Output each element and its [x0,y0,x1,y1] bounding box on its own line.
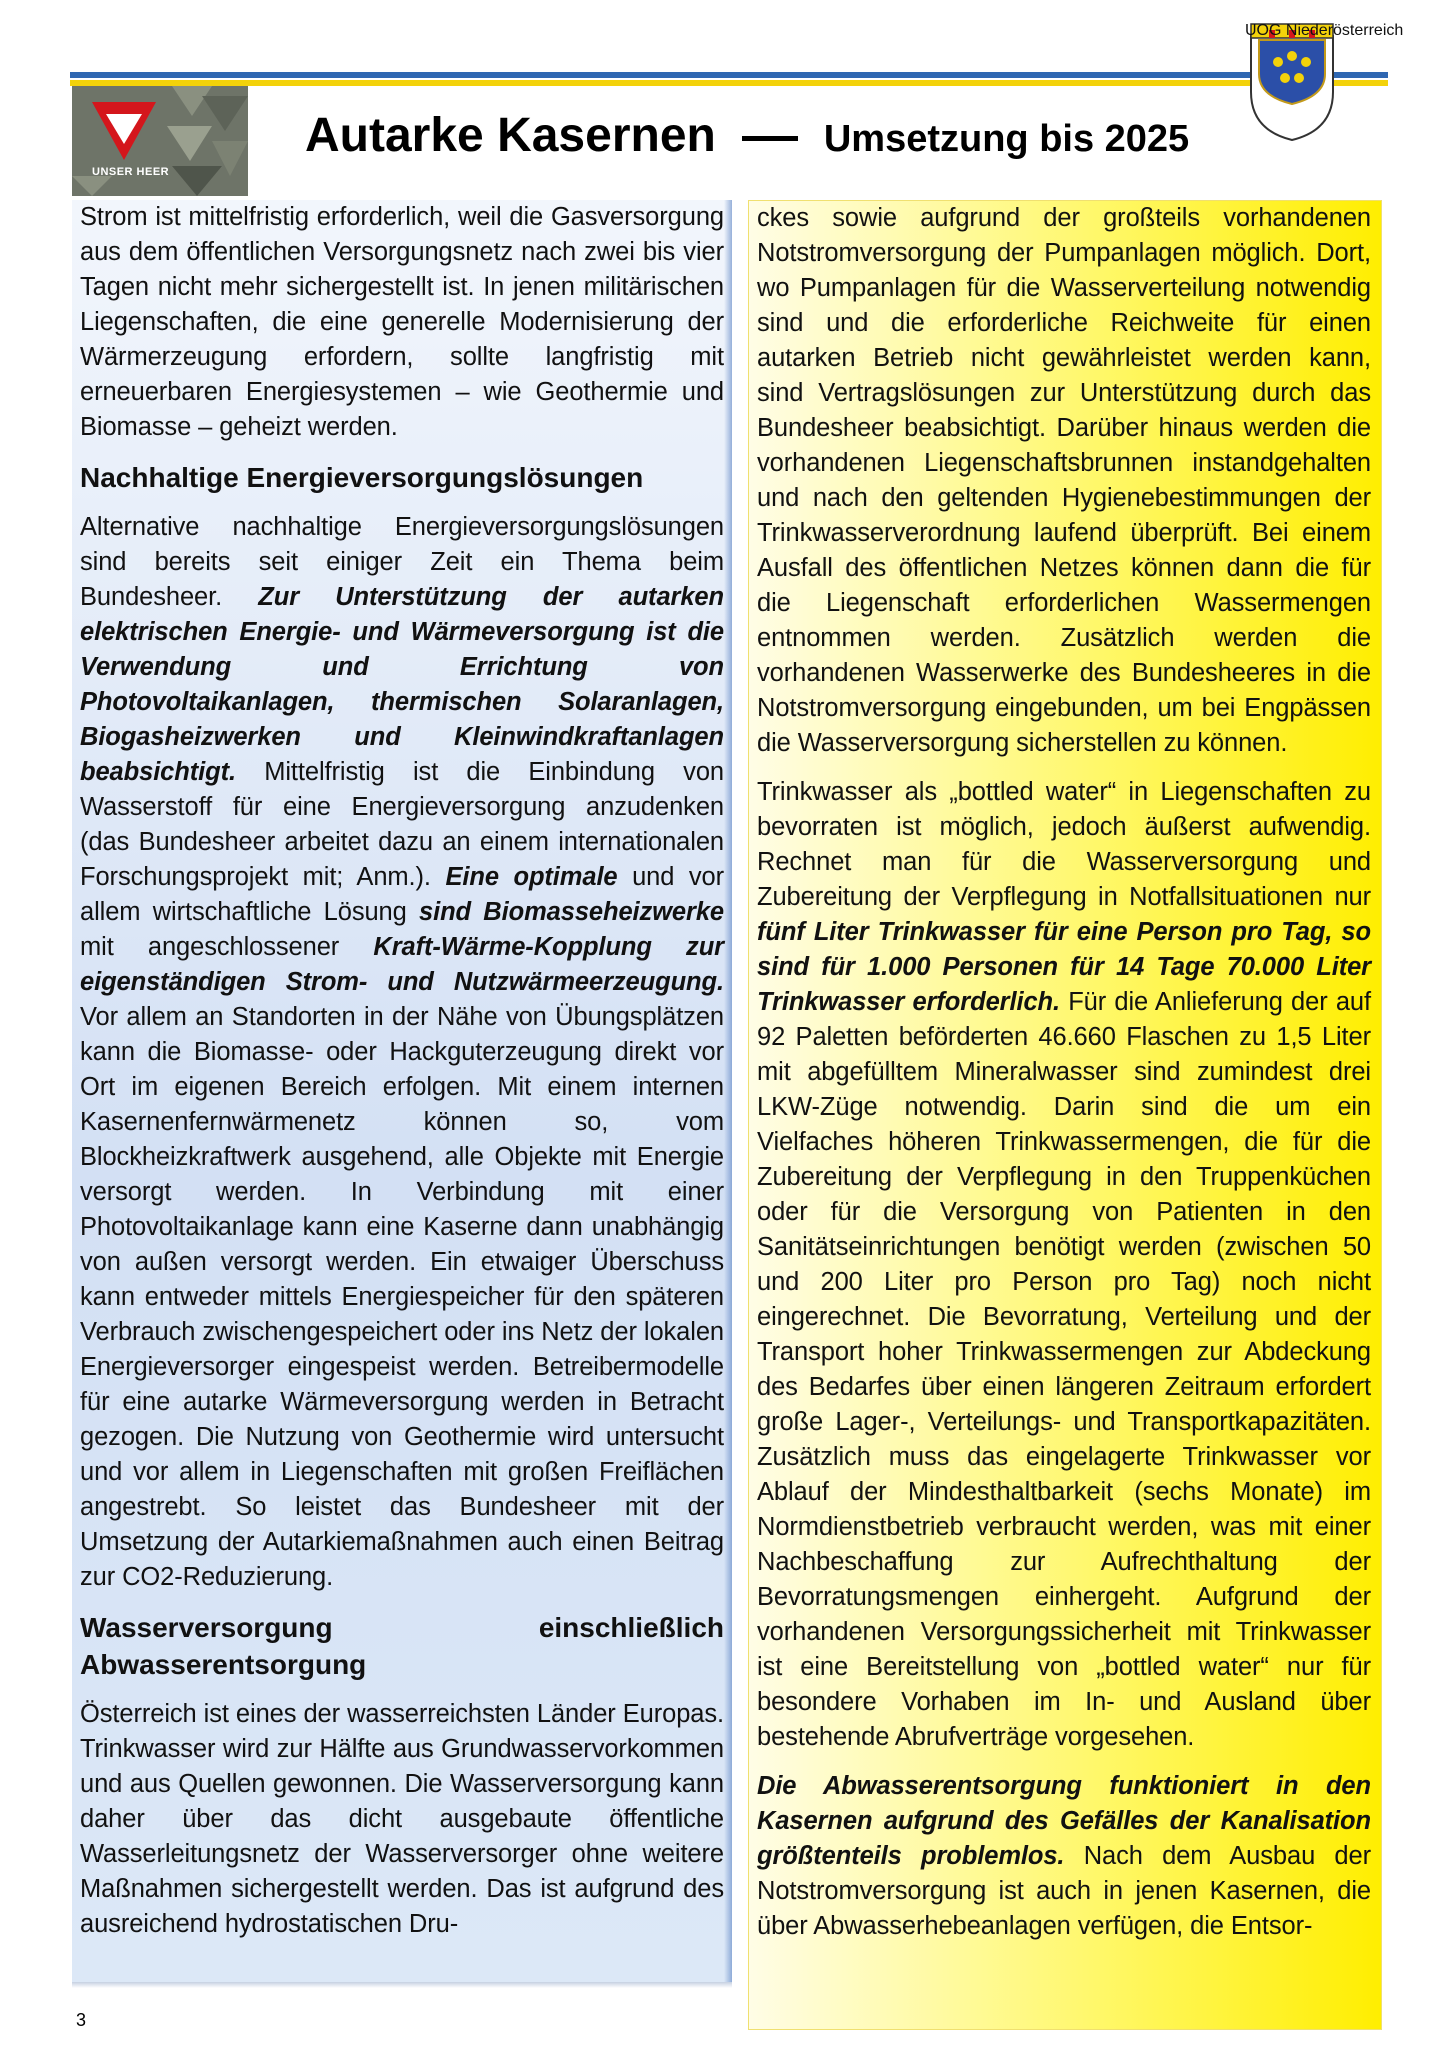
left-column [72,200,732,1982]
header-rule-yellow [70,80,1388,86]
page-title [305,108,1189,163]
page-number: 3 [76,2010,87,2030]
unser-heer-logo [72,86,248,196]
org-name: UOG Niederösterreich [1245,22,1404,39]
right-column [748,200,1382,2030]
title-dash [742,136,798,141]
left-paragraph-3: Österreich ist eines der wasserreichsten Länder Europas. Trinkwasser wird zur Hälfte aus Grundwasservorkommen und aus Quellen gewonnen. Die Wasserversorgung kann daher über das dicht ausgebaute öffentliche Wasserleitungsnetz der Wasserversorger ohne weitere Maßnahmen sichergestellt werden. Das ist aufgrund des ausreichend hydrostatischen Dru- [80,1700,724,1938]
left-paragraph-1: Strom ist mittelfristig erforderlich, weil die Gasversorgung aus dem öffentlichen Versorgungsnetz nach zwei bis vier Tagen nicht mehr sichergestellt ist. In jenen militärischen Liegenschaften, die eine generelle Modernisierung der Wärmerzeugung erfordern, sollte langfristig mit erneuerbaren Energiesystemen – wie Geothermie und Biomasse – geheizt werden. [80,203,724,441]
heading-water: Wasserversorgung einschließlich Abwasserentsorgung [80,1612,724,1680]
uog-coat-of-arms-icon [1245,22,1339,142]
left-paragraph-2: Alternative nachhaltige Energieversorgungslösungen sind bereits seit einiger Zeit ein Thema beim Bundesheer. Zur Unterstützung der autarken elektrischen Energie- und Wärmeversorgung ist die Verwendung und Errichtung von Photovoltaikanlagen, thermischen Solaranlagen, Biogasheizwerken und Kleinwindkraftanlagen beabsichtigt. Mittelfristig ist die Einbindung von Wasserstoff für eine Energieversorgung anzudenken (das Bundesheer arbeitet dazu an einem internationalen Forschungsprojekt mit; Anm.). Eine optimale und vor allem wirtschaftliche Lösung sind Biomasseheizwerke mit angeschlossener Kraft-Wärme-Kopplung zur eigenständigen Strom- und Nutzwärmeerzeugung. Vor allem an Standorten in der Nähe von Übungsplätzen kann die Biomasse- oder Hackguterzeugung direkt vor Ort im eigenen Bereich erfolgen. Mit einem internen Kasernenfernwärmenetz können so, vom Blockheizkraftwerk ausgehend, alle Objekte mit Energie versorgt werden. In Verbindung mit einer Photovoltaikanlage kann eine Kaserne dann unabhängig von außen versorgt werden. Ein etwaiger Überschuss kann entweder mittels Energiespeicher für den späteren Verbrauch zwischengespeichert oder ins Netz der lokalen Energieversorger eingespeist werden. Betreibermodelle für eine autarke Wärmeversorgung werden in Betracht gezogen. Die Nutzung von Geothermie wird untersucht und vor allem in Liegenschaften mit großen Freiflächen angestrebt. So leistet das Bundesheer mit der Umsetzung der Autarkiemaßnahmen auch einen Beitrag zur CO2-Reduzierung. [80,513,724,1591]
right-paragraph-3: Die Abwasserentsorgung funktioniert in den Kasernen aufgrund des Gefälles der Kanalisation größtenteils problemlos. Nach dem Ausbau der Notstromversorgung ist auch in jenen Kasernen, die über Abwasserhebeanlagen verfügen, die Entsor- [757,1772,1371,1940]
title-subtitle: Umsetzung bis 2025 [823,118,1190,160]
title-main: Autarke Kasernen [305,109,716,162]
heading-energy: Nachhaltige Energieversorgungslösungen [80,462,644,493]
logo-left-label: UNSER HEER [92,166,170,178]
right-paragraph-1: ckes sowie aufgrund der großteils vorhandenen Notstromversorgung der Pumpanlagen möglich. Dort, wo Pumpanlagen für die Wasserverteilung notwendig sind und die erforderliche Reichweite für einen autarken Betrieb nicht gewährleistet werden kann, sind Vertragslösungen zur Unterstützung durch das Bundesheer beabsichtigt. Darüber hinaus werden die vorhandenen Liegenschaftsbrunnen instandgehalten und nach den geltenden Hygienebestimmungen der Trinkwasserverordnung laufend überprüft. Bei einem Ausfall des öffentlichen Netzes können dann die für die Liegenschaft erforderlichen Wassermengen entnommen werden. Zusätzlich werden die vorhandenen Wasserwerke des Bundesheeres in die Notstromversorgung eingebunden, um bei Engpässen die Wasserversorgung sicherstellen zu können. [757,204,1371,757]
header-rule-blue [70,72,1388,78]
right-paragraph-2: Trinkwasser als „bottled water“ in Liegenschaften zu bevorraten ist möglich, jedoch äußerst aufwendig. Rechnet man für die Wasserversorgung und Zubereitung der Verpflegung in Notfallsituationen nur fünf Liter Trinkwasser für eine Person pro Tag, so sind für 1.000 Personen für 14 Tage 70.000 Liter Trinkwasser erforderlich. Für die Anlieferung der auf 92 Paletten beförderten 46.660 Flaschen zu 1,5 Liter mit abgefülltem Mineralwasser sind zumindest drei LKW-Züge notwendig. Darin sind die um ein Vielfaches höheren Trinkwassermengen, die für die Zubereitung der Verpflegung in den Truppenküchen oder für die Versorgung von Patienten in den Sanitätseinrichtungen benötigt werden (zwischen 50 und 200 Liter pro Person pro Tag) noch nicht eingerechnet. Die Bevorratung, Verteilung und der Transport hoher Trinkwassermengen zur Abdeckung des Bedarfes über einen längeren Zeitraum erfordert große Lager-, Verteilungs- und Transportkapazitäten. Zusätzlich muss das eingelagerte Trinkwasser vor Ablauf der Mindesthaltbarkeit (sechs Monate) im Normdienstbetrieb verbraucht werden, was mit einer Nachbeschaffung zur Aufrechthaltung der Bevorratungsmengen einhergeht. Aufgrund der vorhandenen Versorgungssicherheit mit Trinkwasser ist eine Bereitstellung von „bottled water“ nur für besondere Vorhaben im In- und Ausland über bestehende Abrufverträge vorgesehen. [757,778,1371,1751]
